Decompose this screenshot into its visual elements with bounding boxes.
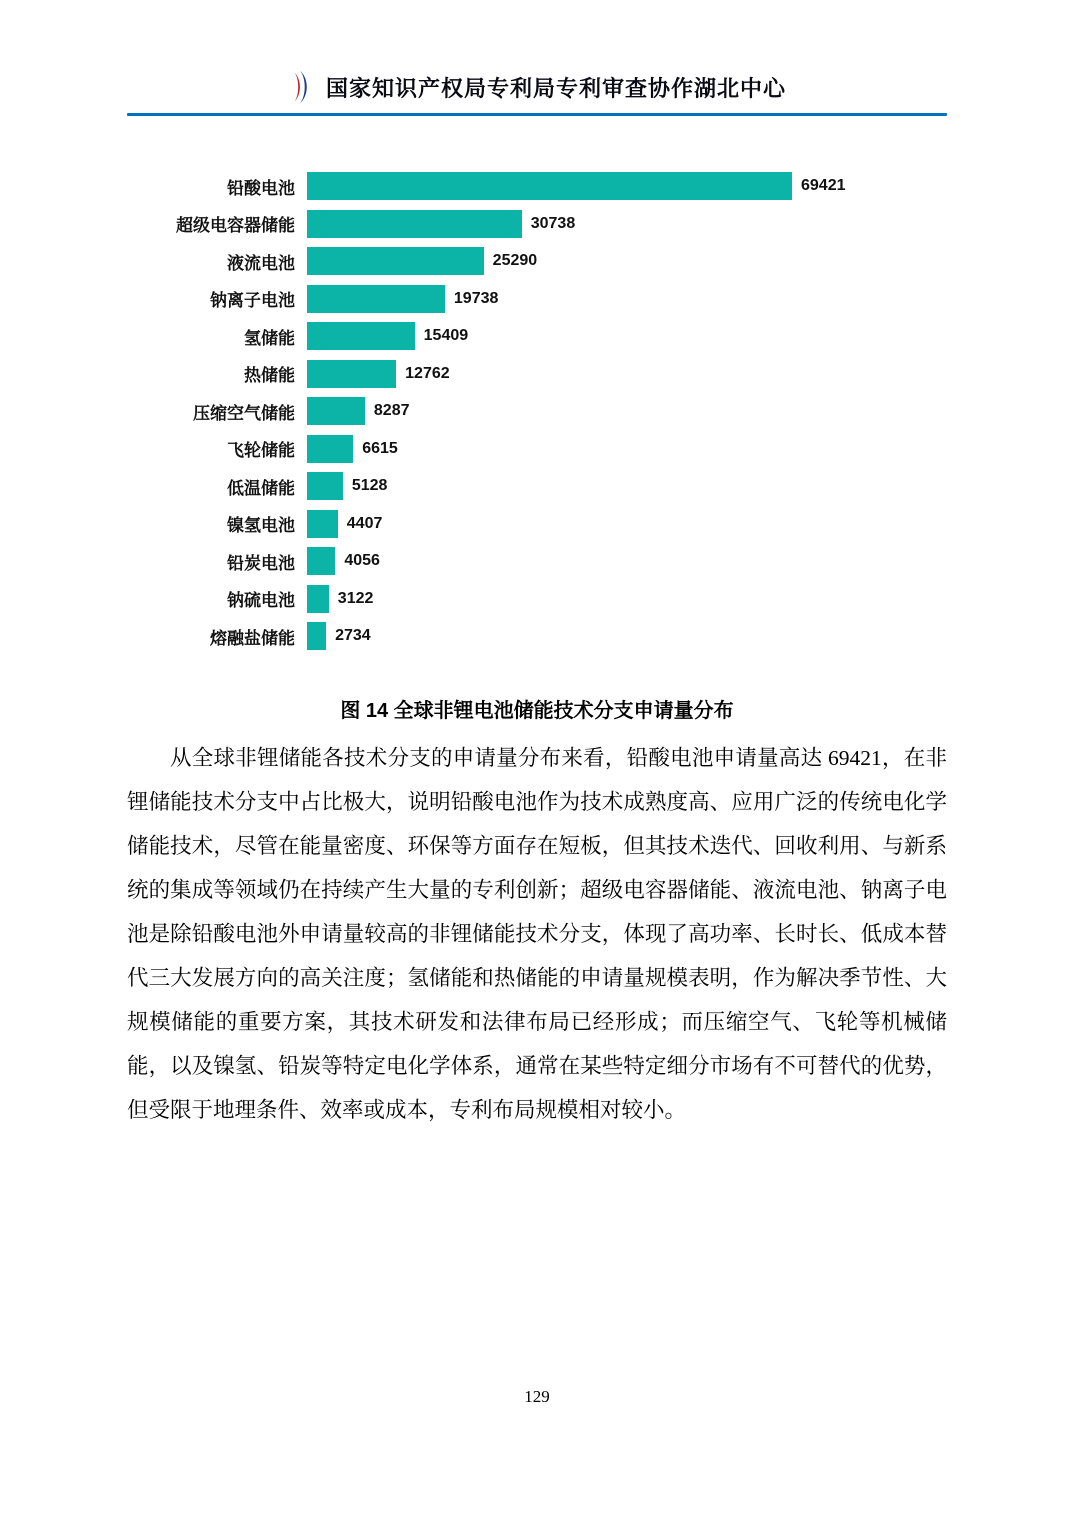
bar	[307, 547, 335, 575]
value-label: 19738	[453, 289, 499, 307]
category-label: 氢储能	[244, 328, 295, 348]
value-label: 69421	[801, 177, 846, 194]
category-label: 铅炭电池	[227, 553, 295, 573]
value-label: 2734	[335, 627, 371, 644]
bar	[307, 435, 353, 463]
bar-area	[307, 510, 1074, 538]
category-label: 超级电容器储能	[176, 216, 295, 235]
bar	[307, 360, 396, 388]
page-number: 129	[524, 1387, 550, 1406]
header-rule	[127, 113, 947, 116]
chart-row	[0, 285, 1074, 313]
bar	[307, 285, 445, 313]
category-label: 低温储能	[227, 478, 295, 498]
category-label: 钠硫电池	[227, 591, 295, 610]
bar	[307, 622, 326, 650]
bar-area	[307, 547, 1074, 575]
category-label: 热储能	[244, 366, 295, 385]
value-label: 4056	[344, 552, 380, 569]
value-label: 6615	[362, 439, 398, 457]
category-label: 液流电池	[227, 253, 295, 273]
chart-row	[0, 247, 1074, 275]
value-label: 30738	[530, 214, 576, 232]
chart-row	[0, 472, 1074, 500]
chart-row	[0, 360, 1074, 388]
bar	[307, 247, 484, 275]
chart-row	[0, 435, 1074, 463]
category-label: 熔融盐储能	[210, 628, 295, 648]
chart-row	[0, 172, 1074, 200]
chart-row	[0, 322, 1074, 350]
bar	[307, 210, 522, 238]
bar-area	[307, 435, 1074, 463]
chart-row	[0, 585, 1074, 613]
bar	[307, 472, 343, 500]
category-label: 压缩空气储能	[193, 403, 295, 423]
value-label: 25290	[492, 252, 538, 269]
bar	[307, 585, 329, 613]
bar-area	[307, 472, 1074, 500]
chart-row	[0, 547, 1074, 575]
category-label: 铅酸电池	[227, 178, 295, 198]
value-label: 8287	[373, 402, 410, 419]
bar-area	[307, 322, 1074, 350]
category-label: 镍氢电池	[227, 516, 295, 535]
bar	[307, 172, 792, 200]
header-title: 国家知识产权局专利局专利审查协作湖北中心	[325, 75, 786, 101]
bar-area	[307, 397, 1074, 425]
bar-area	[307, 247, 1074, 275]
value-label: 15409	[423, 327, 469, 344]
bar-chart	[0, 172, 1074, 660]
bar	[307, 397, 365, 425]
value-label: 12762	[405, 364, 450, 382]
value-label: 5128	[351, 477, 388, 494]
chart-row	[0, 397, 1074, 425]
body-paragraph: 从全球非锂储能各技术分支的申请量分布来看，铅酸电池申请量高达 69421，在非锂储能技术分支中占比极大，说明铅酸电池作为技术成熟度高、应用广泛的传统电化学储能技术，尽管在能量密度、环保等方面存在短板，但其技术迭代、回收利用、与新系统的集成等领域仍在持续产生大量的专利创新；超级电容器储能、液流电池、钠离子电池是除铅酸电池外申请量较高的非锂储能技术分支，体现了高功率、长时长、低成本替代三大发展方向的高关注度；氢储能和热储能的申请量规模表明，作为解决季节性、大规模储能的重要方案，其技术研发和法律布局已经形成；而压缩空气、飞轮等机械储能，以及镍氢、铅炭等特定电化学体系，通常在某些特定细分市场有不可替代的优势，但受限于地理条件、效率或成本，专利布局规模相对较小。	[127, 746, 947, 1122]
category-label: 飞轮储能	[227, 441, 295, 460]
bar-area	[307, 585, 1074, 613]
page-header	[0, 70, 1074, 104]
value-label: 3122	[337, 589, 374, 607]
figure-caption: 图 14 全球非锂电池储能技术分支申请量分布	[340, 700, 734, 722]
chart-row	[0, 210, 1074, 238]
category-label: 钠离子电池	[210, 291, 295, 310]
bar-area	[307, 172, 1074, 200]
chart-row	[0, 622, 1074, 650]
bar-area	[307, 622, 1074, 650]
bar	[307, 510, 338, 538]
chart-row	[0, 510, 1074, 538]
bar-area	[307, 360, 1074, 388]
value-label: 4407	[346, 514, 383, 532]
bar-area	[307, 210, 1074, 238]
bar-chart-rows	[0, 172, 1074, 650]
bar-area	[307, 285, 1074, 313]
sipo-logo-icon	[288, 70, 310, 104]
bar	[307, 322, 415, 350]
